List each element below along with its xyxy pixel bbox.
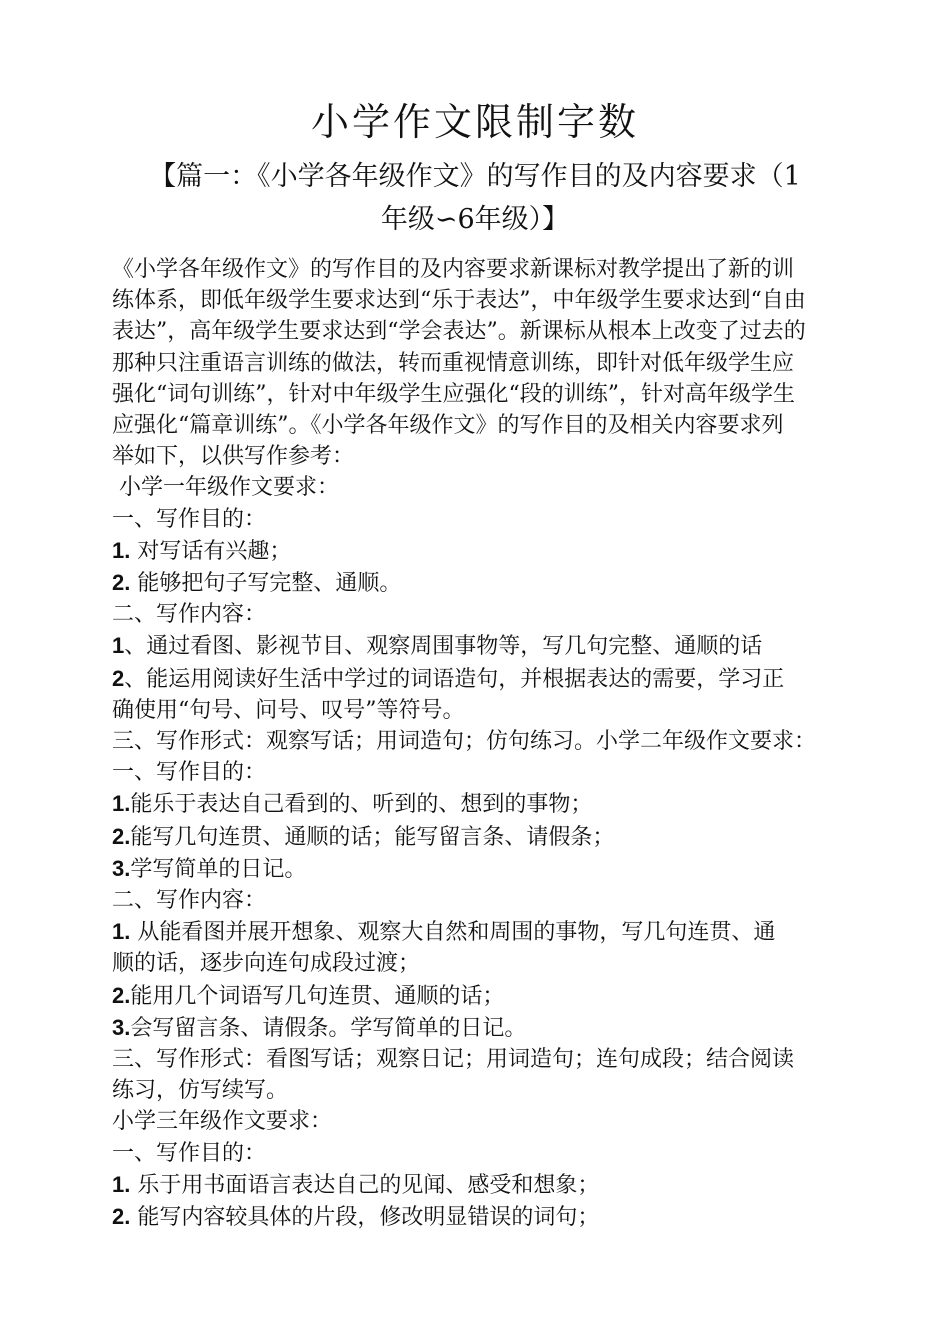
text-line xyxy=(112,1106,852,1137)
list-number: 1 xyxy=(112,633,125,659)
text-line xyxy=(112,1201,852,1233)
text-line xyxy=(112,788,852,820)
line-text: 表达”，高年级学生要求达到“学会表达”。新课标从根本上改变了过去的 xyxy=(112,319,806,345)
line-text: 能写几句连贯、通顺的话；能写留言条、请假条； xyxy=(130,824,615,850)
text-line xyxy=(112,1012,852,1044)
text-line xyxy=(112,316,852,347)
line-text: 三、写作形式：观察写话；用词造句；仿句练习。小学二年级作文要求： xyxy=(112,729,817,755)
list-number: 2. xyxy=(112,570,131,596)
list-number: 3. xyxy=(112,855,131,881)
subtitle-line-2: 年级∽6年级）】 xyxy=(380,204,570,235)
text-line xyxy=(112,853,852,885)
line-text: 能写内容较具体的片段，修改明显错误的词句； xyxy=(130,1205,600,1231)
text-line xyxy=(112,885,852,916)
line-text: 能乐于表达自己看到的、听到的、想到的事物； xyxy=(130,792,593,818)
line-text: 强化“词句训练”，针对中年级学生应强化“段的训练”，针对高年级学生 xyxy=(112,381,795,407)
line-text: 能够把句子写完整、通顺。 xyxy=(130,571,402,597)
list-number: 1. xyxy=(112,919,131,945)
line-text: 三、写作形式：看图写话；观察日记；用词造句；连句成段；结合阅读 xyxy=(112,1047,795,1073)
line-text: 《小学各年级作文》的写作目的及内容要求新课标对教学提出了新的训 xyxy=(112,257,795,282)
line-text: 练体系，即低年级学生要求达到“乐于表达”，中年级学生要求达到“自由 xyxy=(112,288,806,314)
line-text: 二、写作内容： xyxy=(112,602,267,628)
line-text: 顺的话，逐步向连句成段过渡； xyxy=(112,951,421,977)
text-line xyxy=(112,254,852,285)
text-line xyxy=(112,567,852,599)
text-line xyxy=(112,1169,852,1201)
list-number: 2. xyxy=(112,823,131,849)
line-text: 小学三年级作文要求： xyxy=(112,1109,333,1135)
line-text: 、通过看图、影视节目、观察周围事物等，写几句完整、通顺的话 xyxy=(124,634,763,660)
line-text: 乐于用书面语言表达自己的见闻、感受和想象； xyxy=(130,1172,600,1198)
line-text: 从能看图并展开想象、观察大自然和周围的事物，写几句连贯、通 xyxy=(130,920,776,946)
line-text: 会写留言条、请假条。学写简单的日记。 xyxy=(130,1015,527,1041)
text-line xyxy=(112,285,852,316)
list-number: 2 xyxy=(112,665,125,691)
text-line xyxy=(112,695,852,726)
text-line xyxy=(112,1044,852,1075)
document-title: 小学作文限制字数 xyxy=(310,100,639,144)
text-line xyxy=(112,535,852,567)
line-text: 学写简单的日记。 xyxy=(130,856,307,882)
list-number: 3. xyxy=(112,1014,131,1040)
line-text: 举如下，以供写作参考： xyxy=(112,444,355,470)
list-number: 2. xyxy=(112,982,131,1008)
line-text: 能用几个词语写几句连贯、通顺的话； xyxy=(130,983,505,1009)
text-line xyxy=(112,821,852,853)
text-line xyxy=(112,757,852,788)
line-text: 、能运用阅读好生活中学过的词语造句，并根据表达的需要，学习正 xyxy=(124,666,785,692)
line-text: 对写话有兴趣； xyxy=(130,538,292,564)
line-text: 应强化“篇章训练”。《小学各年级作文》的写作目的及相关内容要求列 xyxy=(112,413,784,439)
text-line xyxy=(112,472,852,503)
text-line xyxy=(112,441,852,472)
text-line xyxy=(112,599,852,630)
text-line xyxy=(112,916,852,948)
text-line xyxy=(112,1138,852,1169)
document-body xyxy=(112,254,852,1233)
line-text: 一、写作目的： xyxy=(112,760,267,786)
text-line xyxy=(112,379,852,410)
line-text: 一、写作目的： xyxy=(112,506,267,532)
subtitle-line-1: 【篇一：《小学各年级作文》的写作目的及内容要求（1 xyxy=(149,161,801,192)
line-text: 一、写作目的： xyxy=(112,1140,267,1166)
list-number: 1. xyxy=(112,537,131,563)
line-text: 确使用“句号、问号、叹号”等符号。 xyxy=(112,697,465,723)
list-number: 1. xyxy=(112,791,131,817)
line-text: 练习，仿写续写。 xyxy=(112,1078,289,1104)
line-text: 那种只注重语言训练的做法，转而重视情意训练，即针对低年级学生应 xyxy=(112,350,795,376)
line-text: 小学一年级作文要求： xyxy=(112,475,339,501)
text-line xyxy=(112,630,852,662)
text-line xyxy=(112,504,852,535)
text-line xyxy=(112,980,852,1012)
text-line xyxy=(112,348,852,379)
text-line xyxy=(112,948,852,979)
document-subtitle xyxy=(100,155,850,241)
line-text: 二、写作内容： xyxy=(112,888,267,914)
text-line xyxy=(112,410,852,441)
text-line xyxy=(112,1075,852,1106)
list-number: 2. xyxy=(112,1204,131,1230)
list-number: 1. xyxy=(112,1171,131,1197)
text-line xyxy=(112,663,852,695)
text-line xyxy=(112,726,852,757)
